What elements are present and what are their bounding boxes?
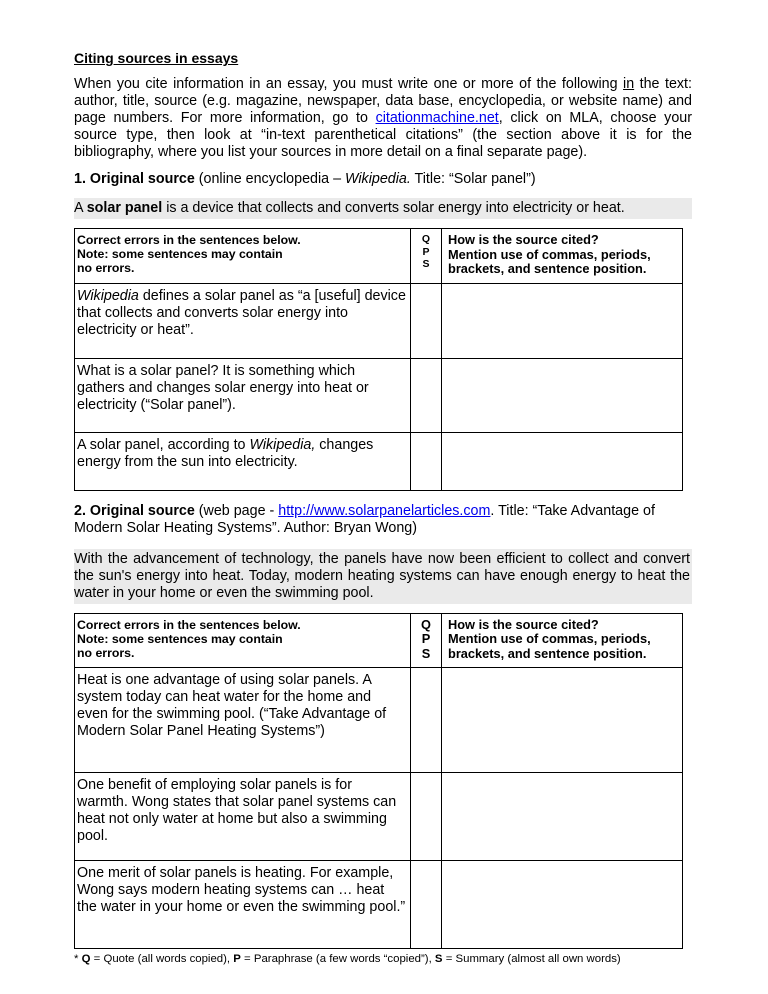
table-header-row	[75, 229, 683, 284]
section2-exercise-table	[74, 613, 683, 950]
how-cited-answer-cell[interactable]	[442, 432, 683, 490]
how-cited-answer-cell[interactable]	[442, 283, 683, 358]
instructions-header: Correct errors in the sentences below. Note: some sentences may contain no errors.	[75, 229, 411, 284]
section2-heading: 2. Original source (web page - http://www.solarpanelarticles.com. Title: “Take Advantage of Modern Solar Heating Systems”. Author: Bryan Wong)	[74, 502, 655, 536]
citationmachine-link[interactable]: citationmachine.net	[375, 110, 499, 126]
sentence-cell: One benefit of employing solar panels is for warmth. Wong states that solar panel systems can heat not only water at home but also a swimming pool.	[75, 773, 411, 861]
qps-header: Q P S	[411, 229, 442, 284]
section1-exercise-table	[74, 228, 683, 491]
qps-answer-cell[interactable]	[411, 358, 442, 432]
sentence-cell: Wikipedia defines a solar panel as “a [useful] device that collects and converts solar energy into electricity or heat”.	[75, 283, 411, 358]
qps-answer-cell[interactable]	[411, 668, 442, 773]
how-cited-header: How is the source cited? Mention use of commas, periods, brackets, and sentence position.	[442, 613, 683, 668]
instructions-header: Correct errors in the sentences below. Note: some sentences may contain no errors.	[75, 613, 411, 668]
document-page	[74, 50, 692, 976]
how-cited-answer-cell[interactable]	[442, 668, 683, 773]
table-row	[75, 358, 683, 432]
solarpanelarticles-link[interactable]: http://www.solarpanelarticles.com	[278, 502, 491, 519]
qps-answer-cell[interactable]	[411, 432, 442, 490]
sentence-cell: A solar panel, according to Wikipedia, changes energy from the sun into electricity.	[75, 432, 411, 490]
page-title: Citing sources in essays	[74, 50, 239, 66]
how-cited-header: How is the source cited? Mention use of commas, periods, brackets, and sentence position.	[442, 229, 683, 284]
table-row	[75, 668, 683, 773]
qps-footnote: * Q = Quote (all words copied), P = Paraphrase (a few words “copied”), S = Summary (almost all own words)	[74, 953, 621, 965]
table-header-row	[75, 613, 683, 668]
qps-answer-cell[interactable]	[411, 283, 442, 358]
section2-original-quote: With the advancement of technology, the panels have now been efficient to collect and convert the sun's energy into heat. Today, modern heating systems can have enough energy to heat the water in your home or even the swimming pool.	[74, 549, 692, 604]
intro-paragraph: When you cite information in an essay, you must write one or more of the following in the text: author, title, source (e.g. magazine, newspaper, data base, encyclopedia, or website name) and page numbers. For more information, go to citationmachine.net, click on MLA, choose your source type, then look at “in-text parenthetical citations” (the section above it is for the bibliography, where you list your sources in more detail on a final separate page).	[74, 76, 692, 160]
section1-heading: 1. Original source (online encyclopedia – Wikipedia. Title: “Solar panel”)	[74, 171, 536, 187]
sentence-cell: What is a solar panel? It is something which gathers and changes solar energy into heat or electricity (“Solar panel”).	[75, 358, 411, 432]
table-row	[75, 283, 683, 358]
how-cited-answer-cell[interactable]	[442, 358, 683, 432]
qps-answer-cell[interactable]	[411, 773, 442, 861]
table-row	[75, 861, 683, 949]
sentence-cell: Heat is one advantage of using solar panels. A system today can heat water for the home and even for the swimming pool. (“Take Advantage of Modern Solar Panel Heating Systems”)	[75, 668, 411, 773]
how-cited-answer-cell[interactable]	[442, 773, 683, 861]
table-row	[75, 432, 683, 490]
table-row	[75, 773, 683, 861]
qps-answer-cell[interactable]	[411, 861, 442, 949]
sentence-cell: One merit of solar panels is heating. For example, Wong says modern heating systems can … heat the water in your home or even the swimming pool.”	[75, 861, 411, 949]
section1-original-quote: A solar panel is a device that collects and converts solar energy into electricity or heat.	[74, 198, 692, 219]
how-cited-answer-cell[interactable]	[442, 861, 683, 949]
qps-header: Q P S	[411, 613, 442, 668]
